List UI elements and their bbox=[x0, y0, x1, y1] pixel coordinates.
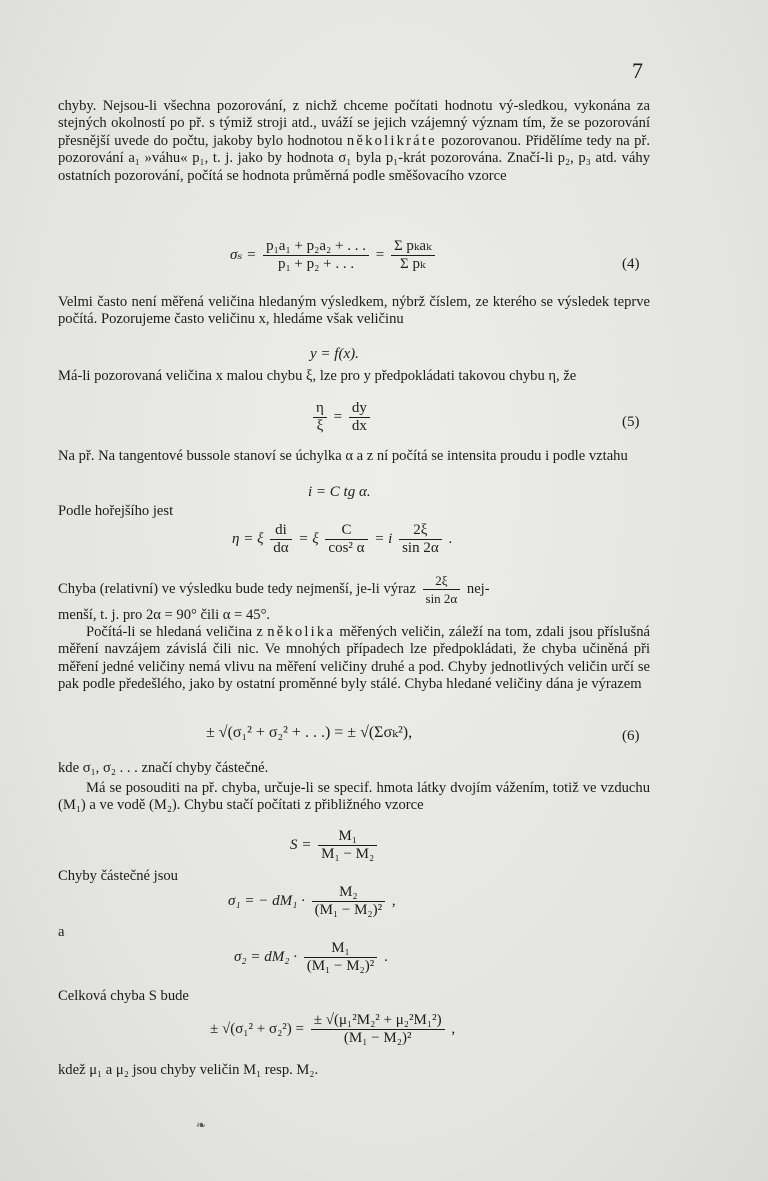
equation-total bbox=[210, 1012, 455, 1047]
eq-part: . bbox=[448, 530, 453, 547]
eq-part: = ξ bbox=[298, 530, 319, 547]
fraction bbox=[312, 884, 386, 919]
text: chyby. Nejsou-li všechna pozorování, z nichž chceme počítati hodnotu vý-sledkou, vykonána za stejných okolností po př. s týmiž stroji atd., uváží se jejich vzájemný význam tím, že se pozorování přesnější uvede do počtu, jakoby bylo hodnotou bbox=[58, 98, 650, 149]
numerator: 2ξ bbox=[423, 572, 461, 590]
paragraph-weights bbox=[58, 98, 650, 185]
text: Chyba (relativní) ve výsledku bude tedy nejmenší, je-li výraz bbox=[58, 580, 416, 597]
text: a bbox=[58, 924, 65, 940]
eq-part: σₛ = bbox=[230, 246, 257, 263]
denominator: sin 2α bbox=[425, 591, 458, 606]
eq-part: , bbox=[391, 892, 396, 909]
numerator: M₁ bbox=[304, 940, 378, 958]
numerator: Σ pₖaₖ bbox=[391, 238, 435, 256]
numerator: C bbox=[325, 522, 367, 540]
fraction bbox=[399, 522, 442, 557]
fraction bbox=[270, 522, 291, 557]
numerator: dy bbox=[349, 400, 370, 418]
denominator: p₁ + p₂ + . . . bbox=[277, 256, 355, 272]
denominator: dx bbox=[351, 418, 367, 434]
numerator: di bbox=[270, 522, 291, 540]
fraction bbox=[318, 828, 377, 863]
text: pozorovanou. Přidělíme tedy na př. pozorování a₁ »váhu« p₁, t. j. jako by hodnota σ₁ byla p₁-krát pozorována. Značí-li p₂, p₃ atd. váhy ostatních pozorování, počítá se hodnota průměrná podle směšovacího vzorce bbox=[58, 132, 650, 184]
fraction bbox=[311, 1012, 445, 1047]
equation-number: (4) bbox=[622, 256, 640, 272]
equation-number: (6) bbox=[622, 728, 640, 744]
text: menší, t. j. pro 2α = 90° čili α = 45°. bbox=[58, 607, 271, 623]
fraction bbox=[304, 940, 378, 975]
eq-part: S = bbox=[290, 836, 312, 853]
eq-part: σ₂ = dM₂ · bbox=[234, 948, 297, 965]
numerator: M₁ bbox=[318, 828, 377, 846]
spaced-word: několikráte bbox=[346, 132, 437, 149]
denominator: sin 2α bbox=[402, 540, 439, 556]
eq-part: , bbox=[451, 1020, 456, 1037]
text: kdež μ₁ a μ₂ jsou chyby veličin M₁ resp. M₂. bbox=[58, 1062, 319, 1078]
text: Má se posouditi na př. chyba, určuje-li se specif. hmota látky dvojím vážením, totiž ve vzduchu (M₁) a ve vodě (M₂). Chybu stačí počítati z přibližného vzorce bbox=[58, 780, 650, 814]
numerator: ± √(μ₁²M₂² + μ₂²M₁²) bbox=[311, 1012, 445, 1030]
denominator: dα bbox=[273, 540, 289, 556]
equation-sigma1 bbox=[228, 884, 396, 919]
text: Počítá-li se hledaná veličina z bbox=[86, 624, 263, 640]
text: Velmi často není měřená veličina hledaným výsledkem, nýbrž číslem, ze kterého se výsledek teprve počítá. Pozorujeme často veličinu x, hledáme však veličinu bbox=[58, 294, 650, 328]
numerator: 2ξ bbox=[399, 522, 442, 540]
fraction bbox=[349, 400, 370, 435]
eq-part: = bbox=[333, 408, 343, 425]
paragraph-partial-are bbox=[58, 868, 650, 885]
fraction bbox=[325, 522, 367, 557]
fraction bbox=[391, 238, 435, 273]
ink-speck: ❧ bbox=[196, 1118, 207, 1132]
denominator: cos² α bbox=[328, 540, 365, 556]
fraction bbox=[313, 400, 327, 435]
eq-part: η = ξ bbox=[232, 530, 264, 547]
spaced-word: několika bbox=[267, 624, 336, 640]
text: nej- bbox=[466, 580, 490, 597]
denominator: ξ bbox=[316, 418, 324, 434]
eq-part: . bbox=[384, 948, 388, 965]
fraction bbox=[263, 238, 369, 273]
paragraph-specific-mass bbox=[58, 780, 650, 815]
equation-number: (5) bbox=[622, 414, 640, 430]
equation-sigma2 bbox=[234, 940, 388, 975]
text: Má-li pozorovaná veličina x malou chybu ξ, lze pro y předpokládati takovou chybu η, že bbox=[58, 368, 577, 384]
paragraph-relative-error bbox=[58, 572, 650, 624]
eq-part: = i bbox=[374, 530, 393, 547]
equation-y-fx bbox=[310, 346, 359, 363]
text: Na př. Na tangentové bussole stanoví se úchylka α a z ní počítá se intensita proudu i podle vztahu bbox=[58, 448, 628, 464]
paragraph-total-error bbox=[58, 988, 650, 1005]
denominator: (M₁ − M₂)² bbox=[306, 958, 375, 974]
denominator: (M₁ − M₂)² bbox=[314, 902, 383, 918]
numerator: p₁a₁ + p₂a₂ + . . . bbox=[263, 238, 369, 256]
page-number: 7 bbox=[632, 58, 643, 83]
equation-eta bbox=[232, 522, 452, 557]
paragraph-several-quantities bbox=[58, 624, 650, 694]
equation-current bbox=[308, 484, 371, 501]
paragraph-where-mu bbox=[58, 1062, 650, 1079]
paragraph-small-error bbox=[58, 368, 650, 385]
equation-4 bbox=[230, 238, 438, 273]
denominator: Σ pₖ bbox=[400, 256, 426, 272]
inline-fraction bbox=[423, 572, 461, 607]
eq-part: σ₁ = − dM₁ · bbox=[228, 892, 305, 909]
text: Podle hořejšího jest bbox=[58, 503, 174, 519]
eq-part: = bbox=[375, 246, 385, 263]
equation-6: ± √(σ₁² + σ₂² + . . .) = ± √(Σσₖ²), bbox=[206, 724, 413, 741]
paragraph-tangent-galvanometer bbox=[58, 448, 650, 465]
paragraph-from-above bbox=[58, 503, 650, 520]
text: měřených veličin, záleží na tom, zdali jsou příslušná měření navzájem závislá čili nic. Ve mnohých případech lze předpokládati, že chyba učiněná při měření jedné veličiny nemá vlivu na měření veličiny druhé a pod. Chyby jednotlivých veličin určí se pak podle předešlého, jako by ostatní proměnné byly stálé. Chyba hledané veličiny dána je výrazem bbox=[58, 624, 650, 693]
paragraph-and bbox=[58, 924, 650, 941]
numerator: η bbox=[313, 400, 327, 418]
eq-part: ± √(σ₁² + σ₂²) = bbox=[210, 1020, 304, 1037]
numerator: M₂ bbox=[312, 884, 386, 902]
denominator: M₁ − M₂ bbox=[321, 846, 375, 862]
equation-s bbox=[290, 828, 380, 863]
equation-5 bbox=[310, 400, 373, 435]
eq-part: i = C tg α. bbox=[308, 484, 371, 500]
denominator: (M₁ − M₂)² bbox=[343, 1030, 412, 1046]
eq-part: y = f(x). bbox=[310, 346, 359, 362]
text: Chyby částečné jsou bbox=[58, 868, 178, 884]
text: Celková chyba S bude bbox=[58, 988, 189, 1004]
paragraph-measured-quantity bbox=[58, 294, 650, 329]
text: kde σ₁, σ₂ . . . značí chyby částečné. bbox=[58, 760, 269, 776]
paragraph-partial-errors bbox=[58, 760, 650, 777]
